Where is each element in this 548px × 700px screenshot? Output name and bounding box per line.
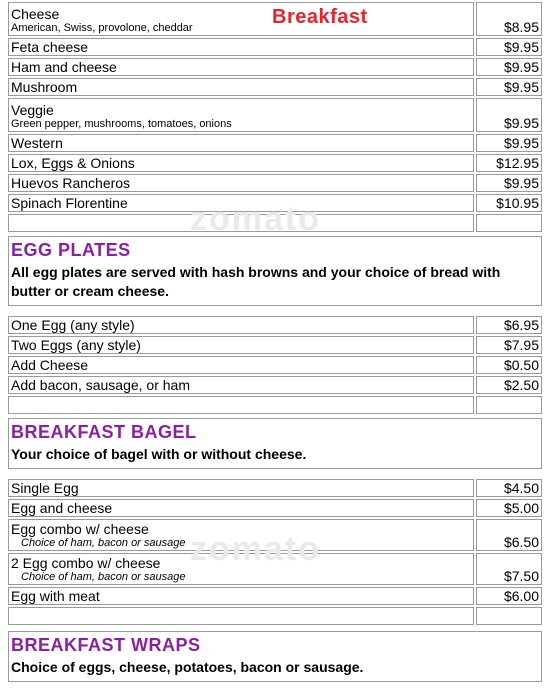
item-price: $10.95 — [476, 194, 542, 212]
bagel-table — [6, 477, 544, 627]
table-row — [8, 154, 542, 172]
item-name: Lox, Eggs & Onions — [8, 154, 474, 172]
item-price: $9.95 — [476, 58, 542, 76]
item-name: 2 Egg combo w/ cheese Choice of ham, bacon or sausage — [8, 553, 474, 585]
item-description: Green pepper, mushrooms, tomatoes, onions — [11, 118, 232, 130]
egg-plates-table — [6, 314, 544, 416]
section-breakfast-wraps — [8, 631, 542, 682]
blank-row — [8, 396, 542, 414]
item-name: Two Eggs (any style) — [8, 336, 474, 354]
table-row — [8, 587, 542, 605]
table-row — [8, 553, 542, 585]
item-name: Ham and cheese — [8, 58, 474, 76]
item-price: $6.95 — [476, 316, 542, 334]
item-name: One Egg (any style) — [8, 316, 474, 334]
item-name: Single Egg — [8, 479, 474, 497]
item-price: $6.00 — [476, 587, 542, 605]
table-row — [8, 98, 542, 132]
watermark-logo: zomato — [190, 530, 321, 568]
table-row — [8, 499, 542, 517]
item-name: Add Cheese — [8, 356, 474, 374]
table-row — [8, 38, 542, 56]
section-egg-plates — [8, 236, 542, 306]
table-row — [8, 194, 542, 212]
item-name: Western — [8, 134, 474, 152]
item-price: $6.50 — [476, 519, 542, 551]
menu-title: Breakfast — [272, 6, 368, 28]
item-price: $9.95 — [476, 38, 542, 56]
section-description: All egg plates are served with hash browns and your choice of bread with butter or cream cheese. — [11, 264, 501, 299]
item-name: Egg with meat — [8, 587, 474, 605]
table-row — [8, 519, 542, 551]
item-name: Spinach Florentine — [8, 194, 474, 212]
table-row — [8, 78, 542, 96]
item-price: $0.50 — [476, 356, 542, 374]
blank-row — [8, 214, 542, 232]
table-row — [8, 174, 542, 192]
section-title: BREAKFAST BAGEL — [11, 422, 197, 442]
item-note: Choice of ham, bacon or sausage — [21, 571, 186, 583]
item-price: $9.95 — [476, 174, 542, 192]
item-name: Egg and cheese — [8, 499, 474, 517]
table-row — [8, 316, 542, 334]
table-row — [8, 58, 542, 76]
item-price: $8.95 — [476, 2, 542, 36]
table-row — [8, 336, 542, 354]
table-row — [8, 479, 542, 497]
item-price: $12.95 — [476, 154, 542, 172]
table-row — [8, 356, 542, 374]
item-price: $9.95 — [476, 134, 542, 152]
item-price: $7.95 — [476, 336, 542, 354]
item-name: Add bacon, sausage, or ham — [8, 376, 474, 394]
table-row — [8, 134, 542, 152]
blank-row — [8, 607, 542, 625]
section-description: Your choice of bagel with or without cheese. — [11, 446, 307, 462]
omelette-table — [6, 0, 544, 234]
item-name: Egg combo w/ cheese Choice of ham, bacon or sausage — [8, 519, 474, 551]
section-description: Choice of eggs, cheese, potatoes, bacon or sausage. — [11, 659, 364, 675]
table-row — [8, 376, 542, 394]
item-name: Feta cheese — [8, 38, 474, 56]
item-name: Huevos Rancheros — [8, 174, 474, 192]
item-description: American, Swiss, provolone, cheddar — [11, 22, 193, 34]
item-name: Cheese American, Swiss, provolone, cheddar — [8, 2, 474, 36]
item-price: $5.00 — [476, 499, 542, 517]
breakfast-menu — [6, 0, 544, 684]
item-note: Choice of ham, bacon or sausage — [21, 537, 186, 549]
item-price: $4.50 — [476, 479, 542, 497]
item-name: Veggie Green pepper, mushrooms, tomatoes, onions — [8, 98, 474, 132]
item-price: $2.50 — [476, 376, 542, 394]
watermark-logo: zomato — [190, 200, 321, 238]
item-price: $9.95 — [476, 78, 542, 96]
item-name: Mushroom — [8, 78, 474, 96]
section-title: EGG PLATES — [11, 240, 131, 260]
item-price: $7.50 — [476, 553, 542, 585]
item-price: $9.95 — [476, 98, 542, 132]
section-title: BREAKFAST WRAPS — [11, 635, 201, 655]
section-breakfast-bagel — [8, 418, 542, 469]
